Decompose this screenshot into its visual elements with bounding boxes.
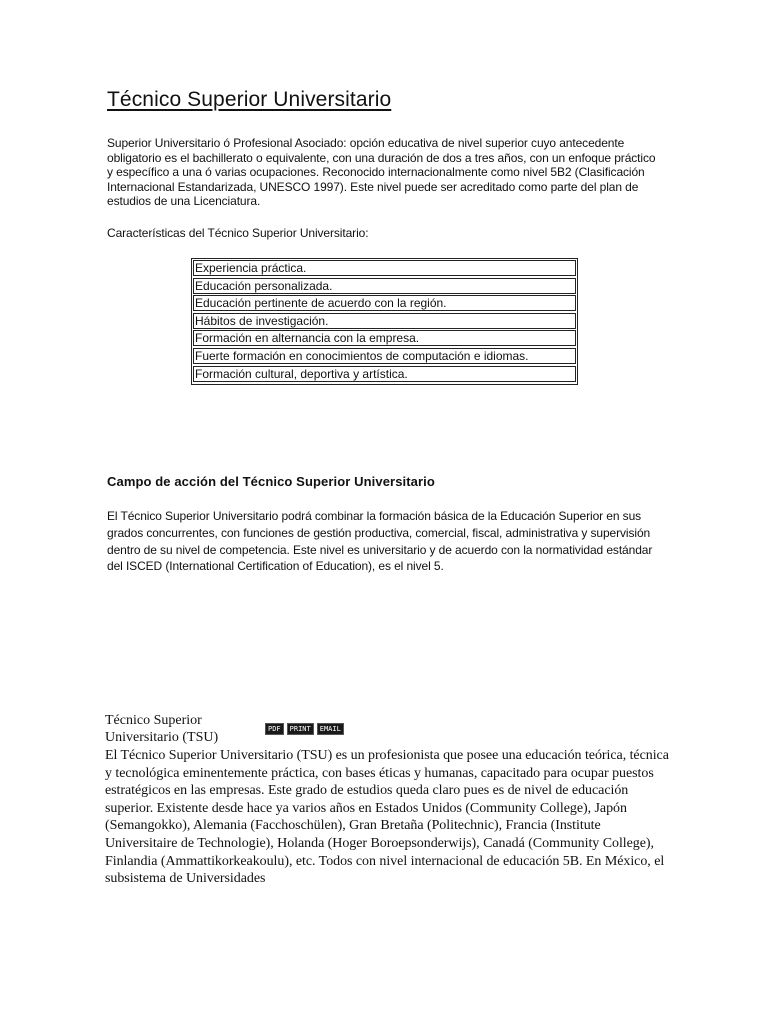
characteristic-row: Fuerte formación en conocimientos de computación e idiomas. [193, 348, 576, 364]
tsu-paragraph: El Técnico Superior Universitario (TSU) es un profesionista que posee una educación teórica, técnica y tecnológica eminentemente práctica, con bases éticas y humanas, capacitado para ocupar puestos estratégicos en las empresas. Este grado de estudios queda claro pues es de nivel de educación superior. Existente desde hace ya varios años en Estados Unidos (Community College), Japón (Semangokko), Alemania (Facchoschülen), Gran Bretaña (Politechnic), Francia (Institute Universitaire de Technologie), Holanda (Hoger Boroepsonderwijs), Canadá (Community College), Finlandia (Ammattikorkeakoulu), etc. Todos con nivel internacional de educación 5B. En México, el subsistema de Universidades [105, 748, 669, 887]
characteristic-row: Formación en alternancia con la empresa. [193, 330, 576, 346]
print-button[interactable]: PRINT [287, 723, 314, 735]
tsu-title: Técnico Superior Universitario (TSU) [105, 713, 219, 745]
characteristics-table [191, 258, 578, 385]
email-button[interactable]: EMAIL [317, 723, 344, 735]
intro-paragraph: Superior Universitario ó Profesional Asociado: opción educativa de nivel superior cuyo antecedente obligatorio es el bachillerato o equivalente, con una duración de dos a tres años, con un enfoque práctico y específico a una ó varias ocupaciones. Reconocido internacionalmente como nivel 5B2 (Clasificación Internacional Estandarizada, UNESCO 1997). Este nivel puede ser acreditado como parte del plan de estudios de una Licenciatura. [107, 136, 656, 209]
characteristic-row: Experiencia práctica. [193, 260, 576, 276]
campo-heading: Campo de acción del Técnico Superior Universitario [107, 474, 435, 489]
characteristic-row: Formación cultural, deportiva y artística. [193, 366, 576, 382]
page-title: Técnico Superior Universitario [107, 88, 392, 111]
characteristic-row: Educación pertinente de acuerdo con la región. [193, 295, 576, 311]
action-buttons [265, 723, 344, 735]
characteristic-row: Educación personalizada. [193, 278, 576, 294]
characteristic-row: Hábitos de investigación. [193, 313, 576, 329]
pdf-button[interactable]: PDF [265, 723, 284, 735]
campo-paragraph: El Técnico Superior Universitario podrá combinar la formación básica de la Educación Superior en sus grados concurrentes, con funciones de gestión productiva, comercial, fiscal, administrativa y supervisión dentro de su nivel de competencia. Este nivel es universitario y de acuerdo con la normatividad estándar del ISCED (International Certification of Education), es el nivel 5. [107, 509, 653, 574]
characteristics-label: Características del Técnico Superior Universitario: [107, 226, 369, 240]
